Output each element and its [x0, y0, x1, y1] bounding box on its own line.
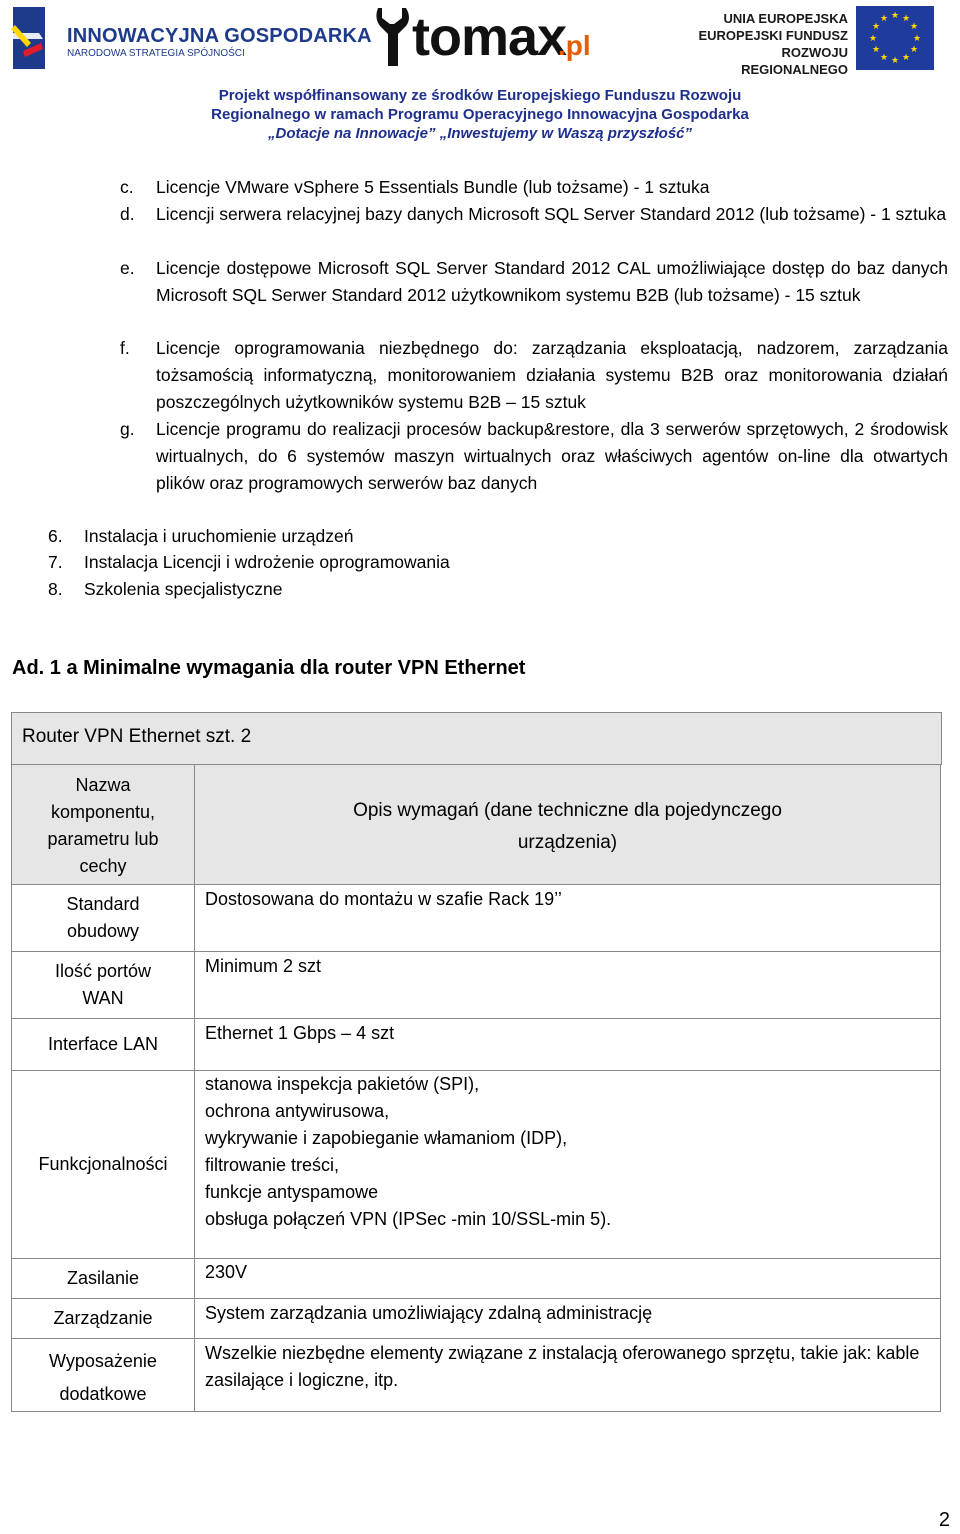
eu-line-3: ROZWOJU REGIONALNEGO [741, 45, 848, 77]
ig-emblem-icon [5, 3, 65, 73]
page-header [0, 0, 960, 145]
row-value: System zarządzania umożliwiający zdalną administrację [205, 1303, 653, 1323]
table-row-value [194, 1298, 941, 1339]
table-row-label [11, 1258, 195, 1299]
row-value: Wszelkie niezbędne elementy związane z instalacją oferowanego sprzętu, takie jak: kable zasilające i logiczne, itp. [205, 1343, 920, 1390]
list-item [0, 201, 960, 255]
project-line-2: Regionalnego w ramach Programu Operacyjnego Innowacyjna Gospodarka [211, 106, 749, 123]
row-value-line: wykrywanie i zapobieganie włamaniom (IDP), [205, 1128, 568, 1148]
table-row-value [194, 1018, 941, 1071]
list-marker: d. [120, 204, 135, 224]
svg-text:★: ★ [879, 53, 889, 63]
row-value-line: obsługa połączeń VPN (IPSec -min 10/SSL-min 5). [205, 1209, 612, 1229]
section-title: Ad. 1 a Minimalne wymagania dla router VPN Ethernet [12, 657, 526, 679]
svg-text:★: ★ [901, 53, 911, 63]
row-value: Dostosowana do montażu w szafie Rack 19’’ [205, 889, 562, 909]
table-row-value [194, 1070, 941, 1259]
column-header-line: Opis wymagań (dane techniczne dla pojedynczego [353, 800, 782, 821]
row-label: Ilość portów WAN [54, 961, 152, 1008]
row-value: Ethernet 1 Gbps – 4 szt [205, 1023, 395, 1043]
list-text: Szkolenia specjalistyczne [84, 579, 283, 599]
table-header-cell [194, 764, 941, 885]
svg-text:★: ★ [890, 11, 900, 21]
list-item [0, 174, 960, 201]
table-row-label [11, 1070, 195, 1259]
list-item [0, 255, 960, 336]
list-marker: c. [120, 177, 134, 197]
table-row-label [11, 884, 195, 952]
list-text: Licencje oprogramowania niezbędnego do: zarządzania eksploatacją, nadzorem, zarządzania tożsamością informatyczną, monitorowaniem działania systemu B2B oraz monitorowania działań poszczególnych użytkowników systemu B2B – 15 sztuk [156, 338, 948, 412]
table-row-label [11, 1018, 195, 1071]
tomax-logo-text: tomax [412, 7, 567, 67]
table-row-label [11, 1338, 195, 1412]
svg-text:★: ★ [912, 34, 922, 44]
list-item [0, 335, 960, 416]
row-label: Zarządzanie [53, 1308, 153, 1328]
tomax-logo [370, 2, 610, 72]
table-header-cell [11, 764, 195, 885]
row-value-line: filtrowanie treści, [205, 1155, 340, 1175]
project-line-3: „Dotacje na Innowacje” „Inwestujemy w Waszą przyszłość” [267, 125, 693, 142]
row-label: Funkcjonalności [38, 1154, 168, 1174]
table-caption-row [11, 712, 942, 765]
svg-text:★: ★ [879, 14, 889, 24]
ig-logo-subtitle: NARODOWA STRATEGIA SPÓJNOŚCI [67, 48, 245, 59]
svg-text:★: ★ [909, 22, 919, 32]
row-value-list [205, 1071, 930, 1233]
list-marker: f. [120, 338, 130, 358]
list-marker: g. [120, 419, 135, 439]
svg-text:★: ★ [890, 56, 900, 66]
eu-logo-text [678, 10, 848, 78]
svg-text:★: ★ [909, 45, 919, 55]
list-text: Licencje VMware vSphere 5 Essentials Bundle (lub tożsame) - 1 sztuka [156, 177, 710, 197]
row-value-line: funkcje antyspamowe [205, 1182, 379, 1202]
list-text: Instalacja Licencji i wdrożenie oprogramowania [84, 552, 450, 572]
list-text: Licencje programu do realizacji procesów backup&restore, dla 3 serwerów sprzętowych, 2 środowisk wirtualnych, do 6 systemów maszyn wirtualnych oraz właściwych agentów on-line dla otwartych plików oraz programowych serwerów baz danych [156, 419, 948, 493]
row-value-line: ochrona antywirusowa, [205, 1101, 390, 1121]
svg-text:★: ★ [868, 34, 878, 44]
innowacyjna-gospodarka-logo [5, 3, 372, 73]
tomax-logo-suffix: .pl [558, 30, 591, 61]
table-row-value [194, 951, 941, 1019]
table-caption: Router VPN Ethernet szt. 2 [22, 726, 252, 747]
column-header-description [195, 795, 940, 859]
row-label: Interface LAN [47, 1034, 159, 1054]
column-header-name: Nazwa komponentu, parametru lub cechy [47, 775, 159, 876]
list-marker: 6. [48, 526, 63, 546]
list-text: Licencji serwera relacyjnej bazy danych Microsoft SQL Server Standard 2012 (lub tożsame) - 1 sztuka [156, 204, 947, 224]
eu-flag-icon [856, 6, 934, 70]
row-label-line: Wyposażenie [49, 1351, 157, 1371]
list-item [0, 576, 960, 603]
list-item [0, 523, 960, 550]
eu-logo [678, 6, 956, 77]
list-marker: 8. [48, 579, 63, 599]
table-row-value [194, 884, 941, 952]
wrench-icon [372, 4, 412, 70]
svg-text:★: ★ [871, 45, 881, 55]
list-marker: 7. [48, 552, 63, 572]
svg-text:★: ★ [871, 22, 881, 32]
ig-logo-title: INNOWACYJNA GOSPODARKA [67, 25, 372, 47]
table-row-label [11, 1298, 195, 1339]
eu-line-1: UNIA EUROPEJSKA [723, 11, 848, 26]
svg-text:★: ★ [901, 14, 911, 24]
project-funding-note [0, 86, 960, 143]
list-item [0, 549, 960, 576]
row-label: Zasilanie [66, 1268, 140, 1288]
list-text: Licencje dostępowe Microsoft SQL Server Standard 2012 CAL umożliwiające dostęp do baz danych Microsoft SQL Serwer Standard 2012 użytkownikom systemu B2B (lub tożsame) - 15 sztuk [156, 258, 948, 305]
row-value-line: stanowa inspekcja pakietów (SPI), [205, 1074, 480, 1094]
row-label: Standard obudowy [66, 894, 140, 941]
list-text: Instalacja i uruchomienie urządzeń [84, 526, 354, 546]
column-header-line: urządzenia) [517, 832, 618, 853]
eu-line-2: EUROPEJSKI FUNDUSZ [698, 28, 848, 43]
table-row-value [194, 1338, 941, 1412]
page-number: 2 [938, 1509, 950, 1531]
row-value: Minimum 2 szt [205, 956, 322, 976]
row-label-line: dodatkowe [59, 1384, 147, 1404]
row-value: 230V [205, 1262, 248, 1282]
table-row-label [11, 951, 195, 1019]
list-marker: e. [120, 258, 135, 278]
project-line-1: Projekt współfinansowany ze środków Europejskiego Funduszu Rozwoju [218, 87, 742, 104]
table-row-value [194, 1258, 941, 1299]
row-label [12, 1345, 194, 1411]
list-item [0, 416, 960, 497]
